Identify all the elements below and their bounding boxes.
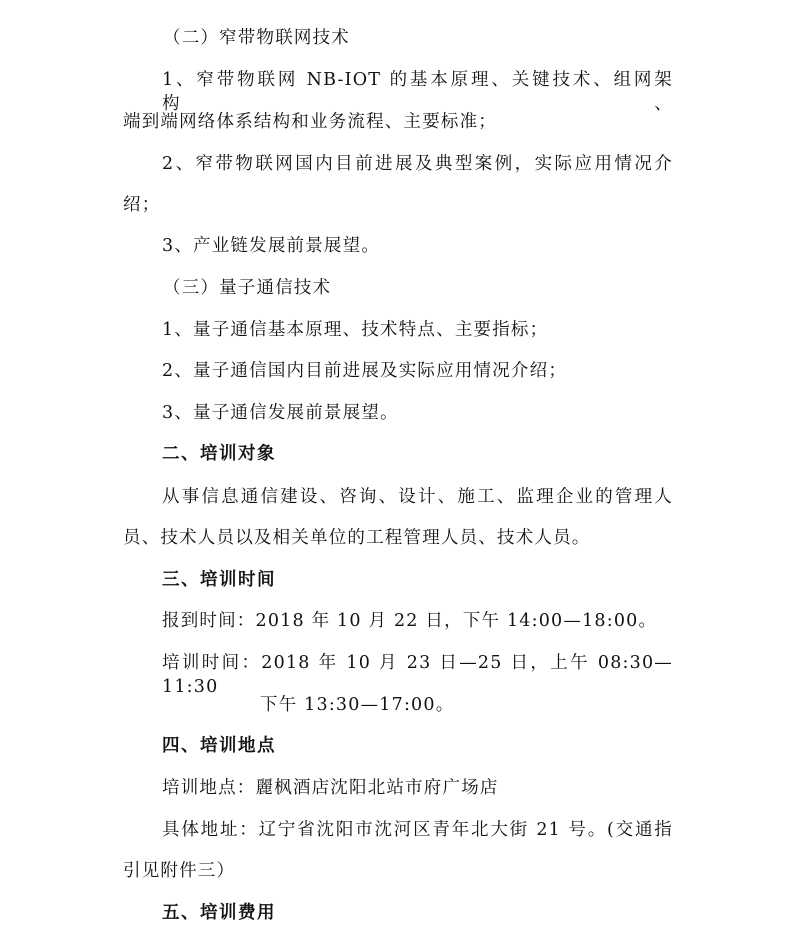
registration-time: 报到时间：2018 年 10 月 22 日，下午 14:00—18:00。	[162, 611, 658, 631]
subsection-title-quantum-communication: （三）量子通信技术	[163, 278, 332, 298]
quantum-item-2: 2、量子通信国内目前进展及实际应用情况介绍；	[162, 361, 568, 381]
section-title-training-location: 四、培训地点	[162, 736, 276, 756]
nbiot-item-2-line-2: 绍；	[123, 195, 161, 215]
training-time-line-1: 培训时间：2018 年 10 月 23 日—25 日，上午 08:30—11:30	[162, 653, 673, 697]
quantum-item-3: 3、量子通信发展前景展望。	[162, 403, 399, 423]
nbiot-item-1-line-2: 端到端网络体系结构和业务流程、主要标准；	[123, 112, 497, 132]
specific-address-line-1: 具体地址：辽宁省沈阳市沈河区青年北大街 21 号。(交通指	[162, 820, 673, 840]
subsection-title-narrowband-iot: （二）窄带物联网技术	[163, 28, 350, 48]
section-title-training-audience: 二、培训对象	[162, 444, 276, 464]
nbiot-item-3: 3、产业链发展前景展望。	[162, 236, 381, 256]
nbiot-item-2-line-1: 2、窄带物联网国内目前进展及典型案例，实际应用情况介	[162, 154, 673, 174]
specific-address-line-2: 引见附件三）	[123, 861, 236, 881]
training-time-line-2: 下午 13:30—17:00。	[260, 695, 455, 715]
section-title-training-fees: 五、培训费用	[162, 903, 276, 923]
training-audience-line-1: 从事信息通信建设、咨询、设计、施工、监理企业的管理人	[162, 487, 673, 507]
quantum-item-1: 1、量子通信基本原理、技术特点、主要指标；	[162, 320, 549, 340]
section-title-training-time: 三、培训时间	[162, 570, 276, 590]
training-location: 培训地点：麗枫酒店沈阳北站市府广场店	[162, 778, 499, 798]
nbiot-item-1-line-1: 1、窄带物联网 NB-IOT 的基本原理、关键技术、组网架构、	[162, 70, 673, 114]
training-audience-line-2: 员、技术人员以及相关单位的工程管理人员、技术人员。	[123, 528, 591, 548]
